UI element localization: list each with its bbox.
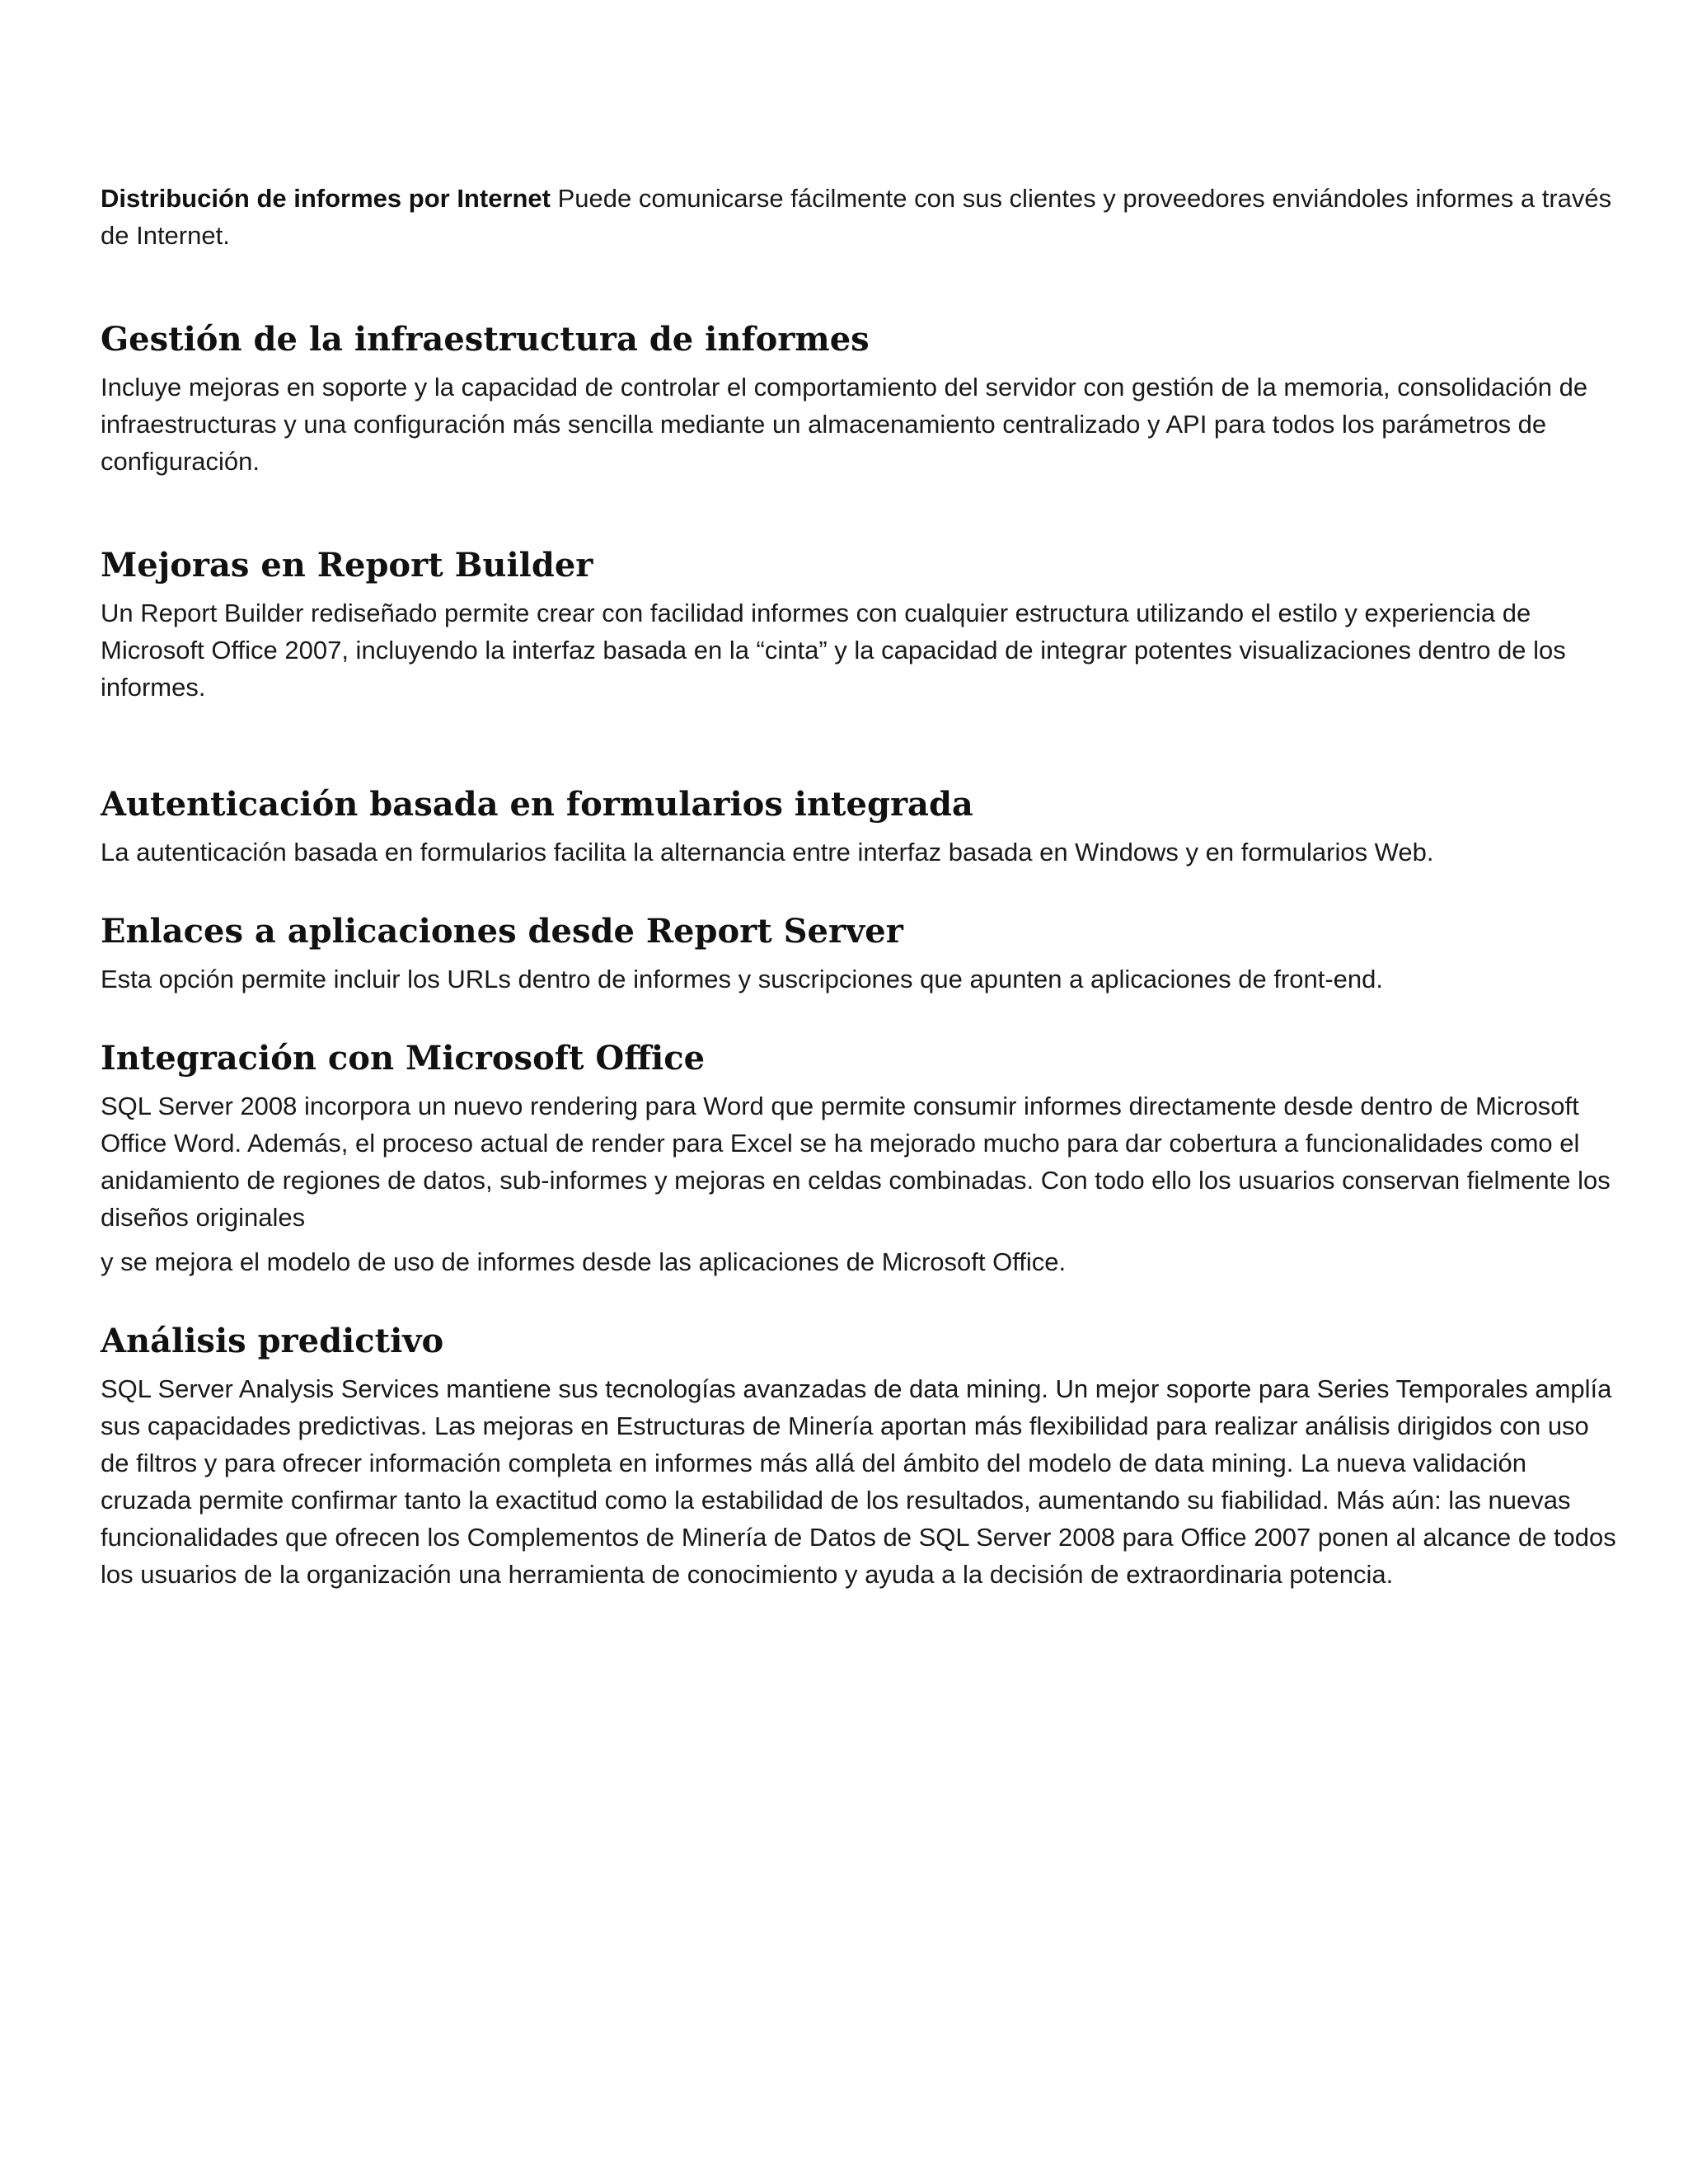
document-page [101, 180, 1617, 1593]
section-analisis [101, 1320, 1617, 1593]
section-body: SQL Server 2008 incorpora un nuevo rendering para Word que permite consumir informes directamente desde dentro de Microsoft Office Word. Además, el proceso actual de render para Excel se ha mejorado mucho para dar cobertura a funcionalidades como el anidamiento de regiones de datos, sub-informes y mejoras en celdas combinadas. Con todo ello los usuarios conservan fielmente los diseños originales [101, 1092, 1611, 1232]
section-infraestructura [101, 318, 1617, 480]
section-heading: Enlaces a aplicaciones desde Report Server [101, 912, 903, 951]
section-heading: Mejoras en Report Builder [101, 546, 593, 585]
section-autenticacion [101, 783, 1617, 871]
section-heading: Gestión de la infraestructura de informes [101, 320, 870, 359]
intro-lead: Distribución de informes por Internet [101, 184, 551, 213]
section-body: La autenticación basada en formularios facilita la alternancia entre interfaz basada en Windows y en formularios Web. [101, 838, 1434, 867]
section-heading: Autenticación basada en formularios integrada [101, 785, 973, 824]
section-body: SQL Server Analysis Services mantiene sus tecnologías avanzadas de data mining. Un mejor soporte para Series Temporales amplía sus capacidades predictivas. Las mejoras en Estructuras de Minería aportan más flexibilidad para realizar análisis dirigidos con uso de filtros y para ofrecer información completa en informes más allá del ámbito del modelo de data mining. La nueva validación cruzada permite confirmar tanto la exactitud como la estabilidad de los resultados, aumentando su fiabilidad. Más aún: las nuevas funcionalidades que ofrecen los Complementos de Minería de Datos de SQL Server 2008 para Office 2007 ponen al alcance de todos los usuarios de la organización una herramienta de conocimiento y ayuda a la decisión de extraordinaria potencia. [101, 1374, 1616, 1589]
section-body: Un Report Builder rediseñado permite crear con facilidad informes con cualquier estructura utilizando el estilo y experiencia de Microsoft Office 2007, incluyendo la interfaz basada en la “cinta” y la capacidad de integrar potentes visualizaciones dentro de los informes. [101, 599, 1566, 702]
intro-text: Puede comunicarse fácilmente con sus clientes y proveedores enviándoles informes a través de Internet. [101, 184, 1612, 250]
intro-paragraph [101, 180, 1617, 254]
section-report-builder [101, 544, 1617, 706]
section-heading: Análisis predictivo [101, 1322, 444, 1360]
section-body-continued: y se mejora el modelo de uso de informes desde las aplicaciones de Microsoft Office. [101, 1247, 1067, 1276]
section-body: Incluye mejoras en soporte y la capacidad de controlar el comportamiento del servidor con gestión de la memoria, consolidación de infraestructuras y una configuración más sencilla mediante un almacenamiento centralizado y API para todos los parámetros de configuración. [101, 373, 1588, 476]
section-enlaces [101, 910, 1617, 998]
section-office [101, 1037, 1617, 1280]
section-body: Esta opción permite incluir los URLs dentro de informes y suscripciones que apunten a aplicaciones de front-end. [101, 965, 1384, 993]
section-heading: Integración con Microsoft Office [101, 1039, 706, 1078]
